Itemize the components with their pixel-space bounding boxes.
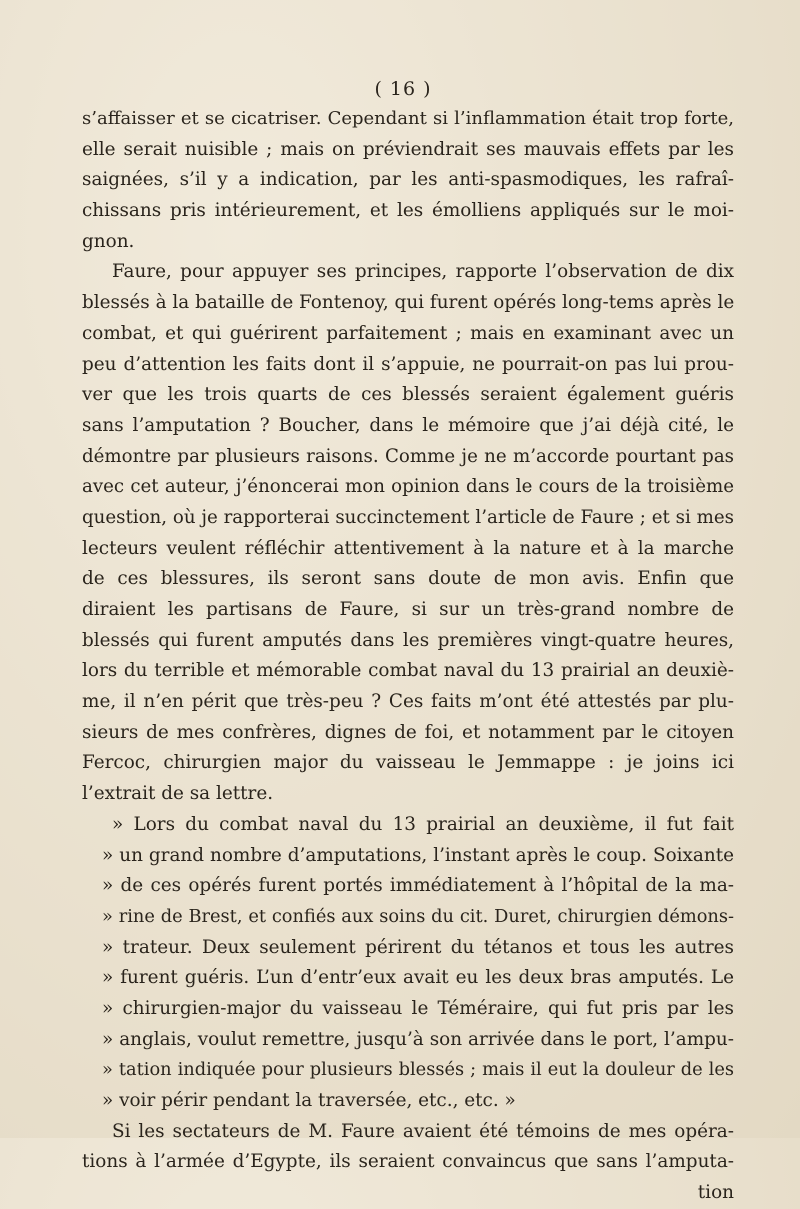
text-line: question, où je rapporterai succinctement l’article de Faure ; et si mes	[82, 506, 734, 528]
quote-line: » tation indiquée pour plusieurs blessés ; mais il eut la douleur de les	[102, 1059, 734, 1081]
text-line: Si les sectateurs de M. Faure avaient été témoins de mes opéra-	[112, 1120, 734, 1142]
text-line: chissans pris intérieurement, et les émolliens appliqués sur le moi-	[82, 200, 734, 222]
quote-line: » rine de Brest, et confiés aux soins du cit. Duret, chirurgien démons-	[102, 905, 734, 927]
text-line: diraient les partisans de Faure, si sur un très-grand nombre de	[82, 599, 734, 620]
text-line: sieurs de mes confrères, dignes de foi, et notamment par le citoyen	[82, 721, 734, 743]
text-line: elle serait nuisible ; mais on préviendrait ses mauvais effets par les	[82, 138, 734, 160]
text-line: démontre par plusieurs raisons. Comme je ne m’accorde pourtant pas	[82, 445, 734, 467]
text-line: l’extrait de sa lettre.	[82, 783, 274, 805]
text-line: gnon.	[82, 230, 135, 252]
quote-line: » anglais, voulut remettre, jusqu’à son arrivée dans le port, l’ampu-	[102, 1028, 734, 1050]
quote-line: » Lors du combat naval du 13 prairial an deuxième, il fut fait	[112, 813, 734, 835]
quote-line: » un grand nombre d’amputations, l’instant après le coup. Soixante	[102, 844, 734, 866]
text-line: Faure, pour appuyer ses principes, rapporte l’observation de dix	[112, 261, 734, 283]
text-line: lecteurs veulent réfléchir attentivement à la nature et à la marche	[82, 537, 734, 559]
page-number: ( 16 )	[374, 78, 432, 100]
text-line: blessés à la bataille de Fontenoy, qui furent opérés long-tems après le	[82, 292, 735, 314]
quote-line: » chirurgien-major du vaisseau le Téméraire, qui fut pris par les	[102, 997, 734, 1019]
text-line: tions à l’armée d’Egypte, ils seraient convaincus que sans l’amputa-	[82, 1151, 734, 1173]
text-line: blessés qui furent amputés dans les premières vingt-quatre heures,	[82, 629, 734, 651]
text-line: lors du terrible et mémorable combat naval du 13 prairial an deuxiè-	[82, 660, 734, 682]
text-line: s’affaisser et se cicatriser. Cependant si l’inflammation était trop forte,	[82, 108, 734, 129]
text-line: me, il n’en périt que très-peu ? Ces faits m’ont été attestés par plu-	[82, 691, 734, 713]
body-text	[82, 104, 734, 1209]
quote-line: » voir périr pendant la traversée, etc., etc. »	[102, 1090, 516, 1111]
quote-line: » trateur. Deux seulement périrent du tétanos et tous les autres	[102, 936, 734, 958]
text-line: de ces blessures, ils seront sans doute de mon avis. Enfin que	[82, 568, 734, 590]
text-line: avec cet auteur, j’énoncerai mon opinion dans le cours de la troisième	[82, 476, 734, 498]
text-line: ver que les trois quarts de ces blessés seraient également guéris	[82, 384, 734, 406]
text-line: Fercoc, chirurgien major du vaisseau le Jemmappe : je joins ici	[82, 752, 734, 774]
quote-line: » de ces opérés furent portés immédiatement à l’hôpital de la ma-	[102, 875, 734, 897]
text-line: peu d’attention les faits dont il s’appuie, ne pourrait-on pas lui prou-	[82, 353, 734, 375]
text-line: combat, et qui guérirent parfaitement ; mais en examinant avec un	[82, 322, 734, 344]
text-line: saignées, s’il y a indication, par les anti-spasmodiques, les rafraî-	[82, 169, 734, 191]
quote-line: » furent guéris. L’un d’entr’eux avait eu les deux bras amputés. Le	[102, 967, 734, 989]
catchword: tion	[697, 1182, 734, 1204]
text-line: sans l’amputation ? Boucher, dans le mémoire que j’ai déjà cité, le	[82, 414, 734, 436]
